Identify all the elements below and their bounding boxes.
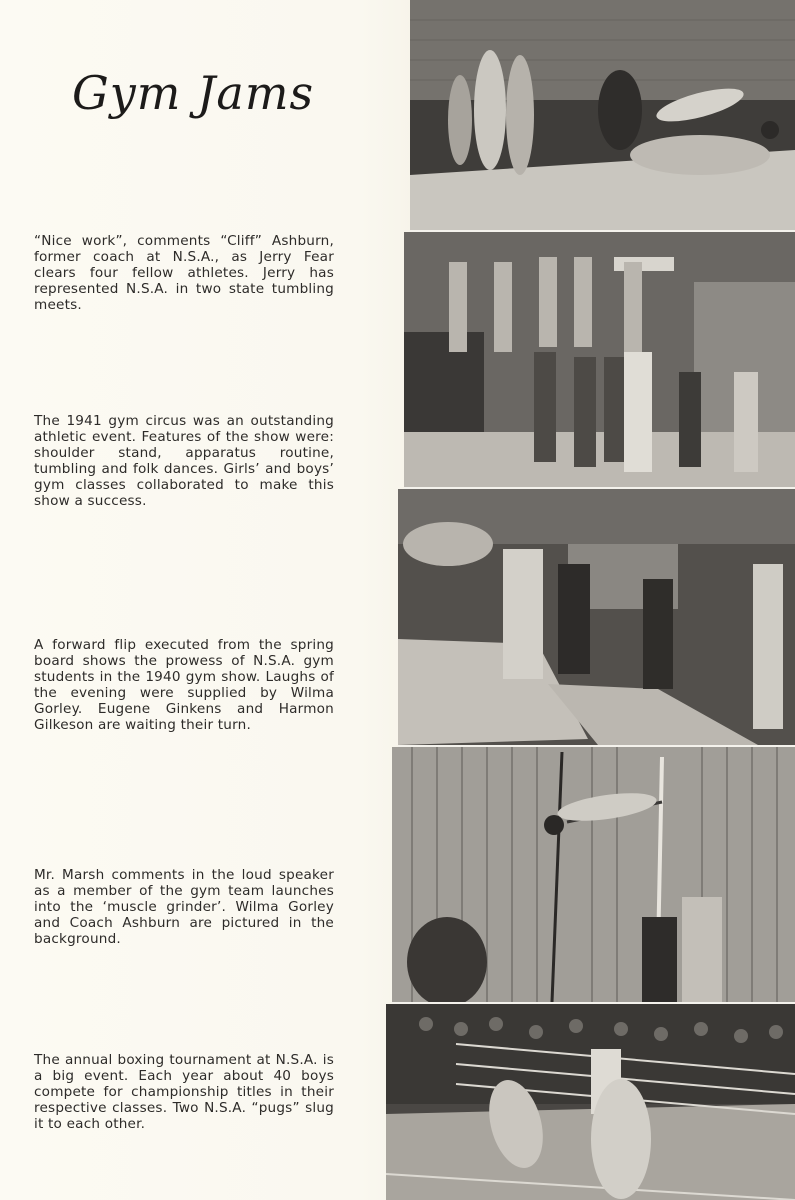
photo-boxing [386,1004,795,1200]
boxing-photo-image [386,1004,795,1200]
photo-muscle-grinder [392,747,795,1004]
gym-circus-photo-image [404,232,795,487]
caption-tumbling: “Nice work”, comments “Cliff” Ashburn, former coach at N.S.A., as Jerry Fear clears four fellow athletes. Jerry has represented N.S.A. in two state tumbling meets. [34,233,334,313]
page-title: Gym Jams [72,66,315,120]
muscle-grinder-photo-image [392,747,795,1002]
caption-forward-flip: A forward flip executed from the spring board shows the prowess of N.S.A. gym students in the 1940 gym show. Laughs of the evening were supplied by Wilma Gorley. Eugene Ginkens and Harmon Gilkeson are waiting their turn. [34,637,334,733]
caption-gym-circus: The 1941 gym circus was an outstanding athletic event. Features of the show were: shoulder stand, apparatus routine, tumbling and folk dances. Girls’ and boys’ gym classes collaborated to make this show a success. [34,413,334,509]
forward-flip-photo-image [398,489,795,745]
tumbling-photo-image [410,0,795,230]
caption-muscle-grinder: Mr. Marsh comments in the loud speaker as a member of the gym team launches into the ‘muscle grinder’. Wilma Gorley and Coach Ashburn are pictured in the background. [34,867,334,947]
photo-forward-flip [398,489,795,747]
caption-boxing: The annual boxing tournament at N.S.A. is a big event. Each year about 40 boys compete for championship titles in their respective classes. Two N.S.A. “pugs” slug it to each other. [34,1052,334,1132]
photo-tumbling [410,0,795,232]
photo-gym-circus [404,232,795,489]
photo-column [386,0,795,1200]
